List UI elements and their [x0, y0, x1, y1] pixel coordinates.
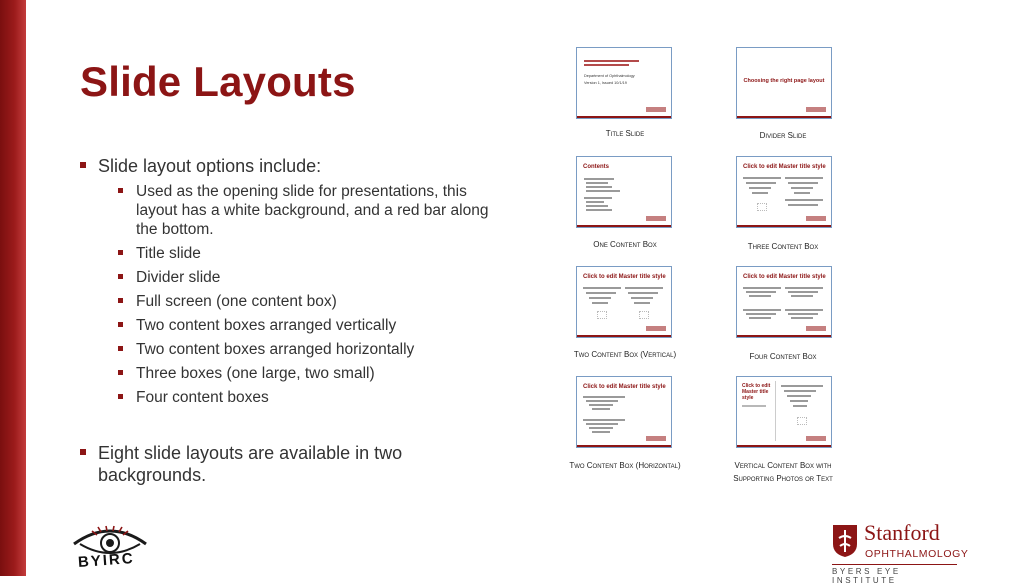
bullet-square-icon [80, 162, 86, 168]
bullet-square-icon [118, 274, 123, 279]
thumbnail-three-content-box[interactable] [736, 156, 832, 228]
bullet-square-icon [118, 188, 123, 193]
sub-bullet-list [80, 182, 500, 407]
bullet-square-icon [118, 322, 123, 327]
caption-one-content-box: One Content Box [593, 240, 657, 249]
bullet-square-icon [118, 394, 123, 399]
caption-divider-slide: Divider Slide [759, 131, 807, 140]
stanford-shield-icon [832, 524, 858, 558]
thumb-title: Click to edit Master title style [583, 384, 666, 390]
byirc-logo-text: BYIRC [77, 550, 136, 571]
thumbnail-one-content-box[interactable] [576, 156, 672, 228]
caption-four-content-box: Four Content Box [749, 352, 817, 361]
thumbnail-vertical-content-box[interactable] [736, 376, 832, 448]
caption-title-slide: Title Slide [605, 129, 645, 138]
thumbnail-divider-slide[interactable] [736, 47, 832, 119]
sub-bullet: Title slide [118, 244, 500, 263]
bullet-square-icon [118, 346, 123, 351]
thumb-title: Click to edit Master title style [742, 383, 771, 401]
sub-bullet: Three boxes (one large, two small) [118, 364, 500, 383]
bullet-list [80, 155, 500, 486]
thumb-title: Click to edit Master title style [743, 274, 826, 280]
thumb-dept-line: Department of Ophthalmology [584, 74, 635, 78]
thumbnail-two-content-box-horizontal[interactable] [576, 376, 672, 448]
stanford-institute: BYERS EYE INSTITUTE [832, 564, 957, 585]
bullet-square-icon [80, 449, 86, 455]
left-accent-bar [0, 0, 26, 576]
sub-bullet: Divider slide [118, 268, 500, 287]
sub-bullet: Two content boxes arranged vertically [118, 316, 500, 335]
bullet-intro: Slide layout options include: [80, 155, 500, 177]
bullet-footer: Eight slide layouts are available in two backgrounds. [80, 442, 500, 486]
caption-two-content-box-horizontal: Two Content Box (Horizontal) [569, 461, 681, 470]
sub-bullet: Two content boxes arranged horizontally [118, 340, 500, 359]
thumb-title: Click to edit Master title style [743, 164, 826, 170]
thumb-version-line: Version 1, Issued 10/1/19 [584, 81, 627, 85]
caption-vertical-content-box: Vertical Content Box with Supporting Photos or Text [733, 461, 833, 483]
caption-two-content-box-vertical: Two Content Box (Vertical) [573, 350, 677, 359]
bullet-square-icon [118, 370, 123, 375]
stanford-ophthalmology-logo [832, 520, 969, 585]
sub-bullet: Used as the opening slide for presentations, this layout has a white background, and a red bar along the bottom. [118, 182, 500, 239]
bullet-square-icon [118, 250, 123, 255]
thumbnail-four-content-box[interactable] [736, 266, 832, 338]
sub-bullet: Four content boxes [118, 388, 500, 407]
sub-bullet: Full screen (one content box) [118, 292, 500, 311]
thumb-title: Choosing the right page layout [743, 78, 825, 84]
thumb-title: Click to edit Master title style [583, 274, 666, 280]
thumbnail-two-content-box-vertical[interactable] [576, 266, 672, 338]
bullet-square-icon [118, 298, 123, 303]
byirc-logo [70, 522, 150, 572]
slide-title: Slide Layouts [80, 58, 356, 105]
stanford-name: Stanford [864, 520, 940, 545]
stanford-dept: OPHTHALMOLOGY [865, 548, 969, 560]
thumbnail-title-slide[interactable] [576, 47, 672, 119]
caption-three-content-box: Three Content Box [747, 242, 819, 251]
thumb-title: Contents [583, 164, 609, 170]
